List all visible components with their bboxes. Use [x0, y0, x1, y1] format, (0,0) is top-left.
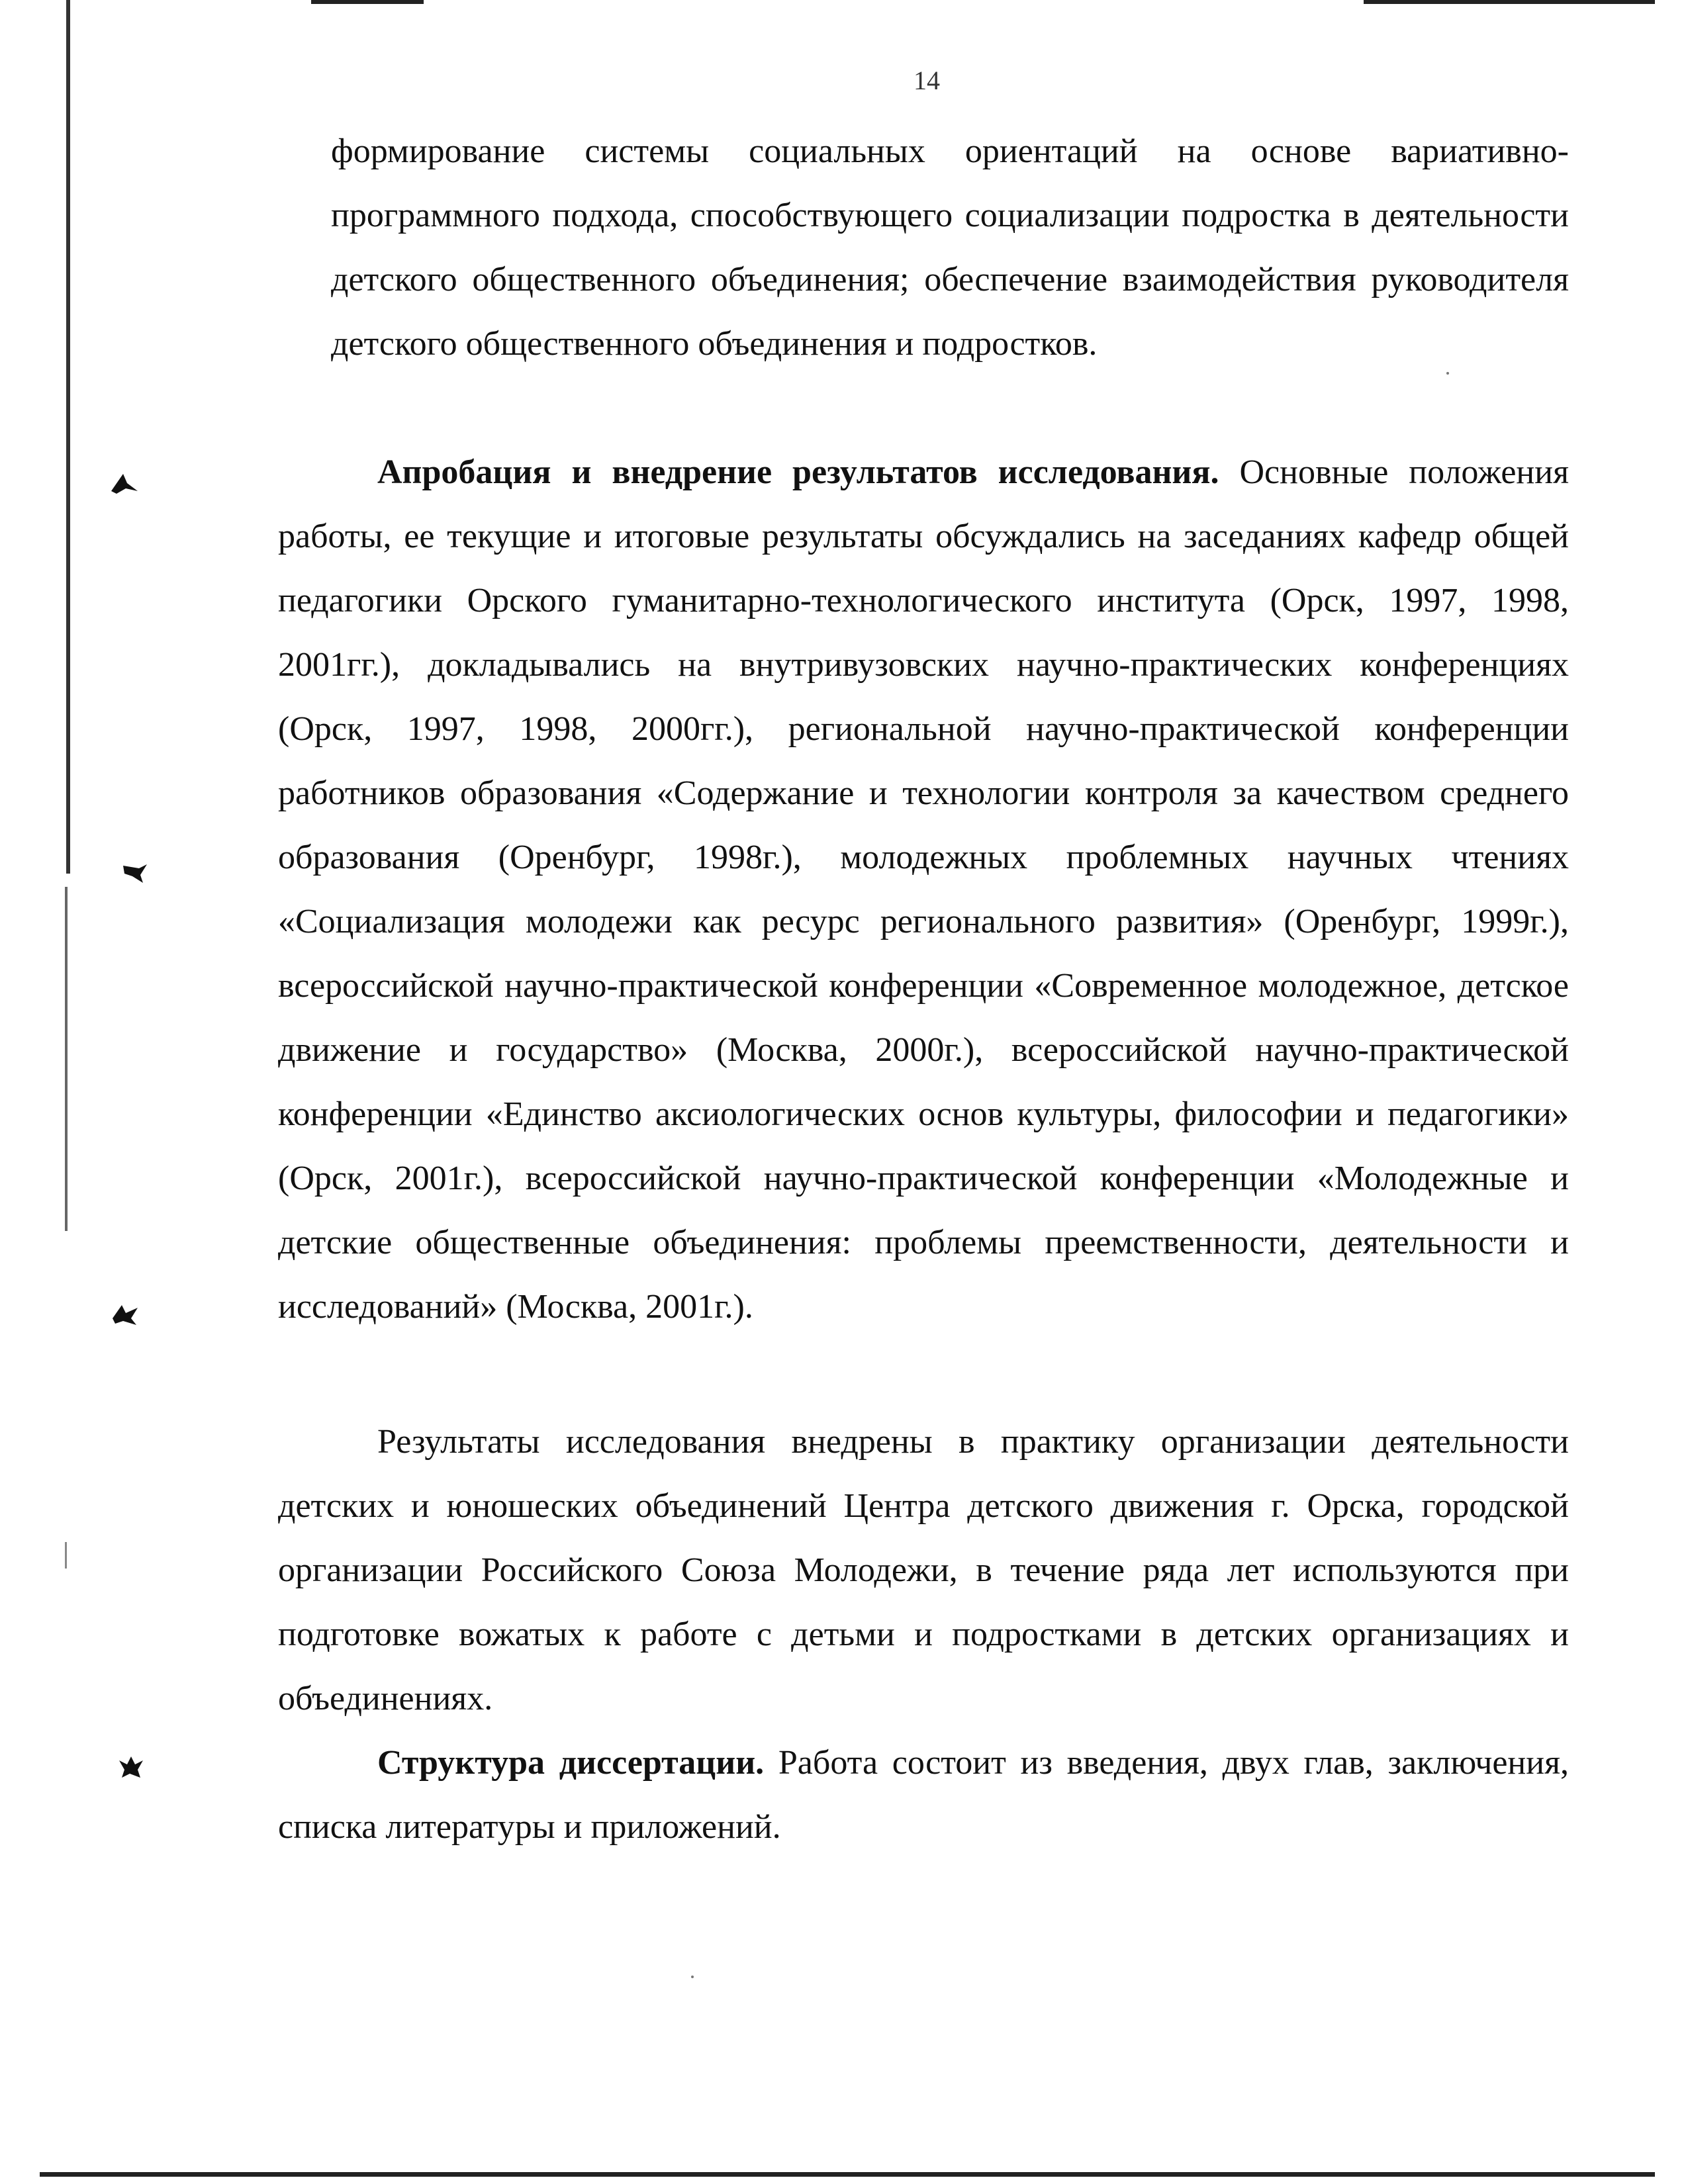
ink-mark-icon: [110, 471, 139, 495]
ink-mark-icon: [120, 862, 150, 886]
scan-edge-top-left: [311, 0, 424, 4]
scan-edge-left: [66, 0, 70, 874]
ink-mark-icon: [117, 1755, 146, 1779]
scan-speck: [691, 1976, 694, 1978]
section-heading: Апробация и внедрение результатов исследования.: [377, 453, 1219, 491]
paragraph-text: Результаты исследования внедрены в практику организации деятельности детских и юношеских объединений Центра детского движения г. Орска, городской организации Российского Союза Молодежи, в течение ряда лет используются при подготовке вожатых к работе с детьми и подростками в детских организациях и объединениях.: [278, 1423, 1569, 1717]
scan-edge-left-tick: [65, 1542, 67, 1569]
scan-edge-bottom: [40, 2172, 1655, 2177]
section-heading: Структура диссертации.: [377, 1744, 765, 1782]
ink-mark-icon: [111, 1302, 140, 1326]
paragraph-goals: [331, 119, 1569, 376]
page-number: 14: [914, 66, 940, 95]
paragraph-text: Основные положения работы, ее текущие и итоговые результаты обсуждались на заседаниях кафедр общей педагогики Орского гуманитарно-технологического института (Орск, 1997, 1998, 2001гг.), докладывались на внутривузовских научно-практических конференциях (Орск, 1997, 1998, 2000гг.), региональной научно-практической конференции работников образования «Содержание и технологии контроля за качеством среднего образования (Оренбург, 1998г.), молодежных проблемных научных чтениях «Социализация молодежи как ресурс регионального развития» (Оренбург, 1999г.), всероссийской научно-практической конференции «Современное молодежное, детское движение и государство» (Москва, 2000г.), всероссийской научно-практической конференции «Единство аксиологических основ культуры, философии и педагогики» (Орск, 2001г.), всероссийской научно-практической конференции «Молодежные и детские общественные объединения: проблемы преемственности, деятельности и исследований» (Москва, 2001г.).: [278, 453, 1569, 1326]
scan-edge-top-right: [1364, 0, 1655, 4]
paragraph-structure: [278, 1731, 1569, 1859]
paragraph-approbation: [278, 440, 1569, 1339]
paragraph-text: формирование системы социальных ориентаций на основе вариативно-программного подхода, способствующего социализации подростка в деятельности детского общественного объединения; обеспечение взаимодействия руководителя детского общественного объединения и подростков.: [331, 132, 1569, 363]
paragraph-text: Работа состоит из введения, двух глав, заключения, списка литературы и приложений.: [278, 1744, 1569, 1846]
scan-edge-left-lower: [65, 887, 68, 1231]
paragraph-implementation: [278, 1410, 1569, 1731]
